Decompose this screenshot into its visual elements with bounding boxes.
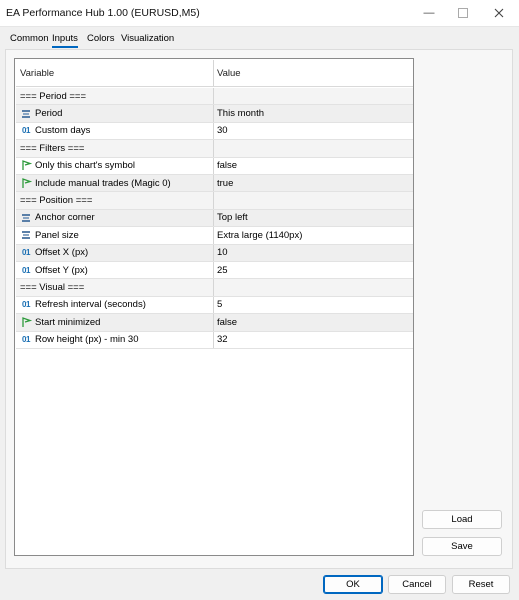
variable-label: === Position === bbox=[20, 195, 93, 207]
value-cell[interactable]: This month bbox=[217, 108, 264, 120]
value-cell bbox=[214, 192, 413, 208]
variable-cell bbox=[16, 105, 214, 121]
table-row[interactable] bbox=[16, 158, 413, 175]
load-button[interactable]: Load bbox=[422, 510, 502, 529]
bool-icon bbox=[20, 160, 32, 172]
table-row[interactable] bbox=[16, 175, 413, 192]
variable-label: Start minimized bbox=[35, 316, 101, 328]
variable-label: Custom days bbox=[35, 125, 91, 137]
table-row[interactable] bbox=[16, 245, 413, 262]
variable-cell bbox=[16, 158, 214, 174]
variable-label: Period bbox=[35, 108, 63, 120]
value-cell[interactable]: true bbox=[217, 177, 234, 189]
variable-cell bbox=[16, 245, 214, 261]
variable-cell bbox=[16, 332, 214, 348]
variable-cell bbox=[16, 88, 214, 104]
variable-label: Panel size bbox=[35, 229, 79, 241]
table-row[interactable] bbox=[16, 227, 413, 244]
value-cell[interactable]: 25 bbox=[217, 264, 228, 276]
int-icon: 01 bbox=[22, 126, 30, 136]
variable-cell bbox=[16, 123, 214, 139]
bool-icon bbox=[20, 177, 32, 189]
variable-cell bbox=[16, 279, 214, 295]
section-row[interactable] bbox=[16, 140, 413, 157]
enum-icon bbox=[20, 108, 32, 120]
table-row[interactable] bbox=[16, 297, 413, 314]
title-bar bbox=[0, 0, 519, 27]
tab-visualization[interactable]: Visualization bbox=[121, 33, 175, 44]
ok-button[interactable]: OK bbox=[323, 575, 383, 594]
value-cell[interactable]: 5 bbox=[217, 299, 223, 311]
value-cell[interactable]: false bbox=[217, 160, 238, 172]
tab-bar bbox=[0, 30, 519, 50]
variable-cell bbox=[16, 314, 214, 330]
table-row[interactable] bbox=[16, 262, 413, 279]
variable-label: Anchor corner bbox=[35, 212, 95, 224]
grid-header bbox=[16, 60, 413, 87]
variable-cell bbox=[16, 227, 214, 243]
reset-button[interactable]: Reset bbox=[452, 575, 510, 594]
variable-label: Only this chart's symbol bbox=[35, 160, 136, 172]
int-icon: 01 bbox=[22, 248, 30, 258]
header-value[interactable]: Value bbox=[217, 67, 241, 79]
variable-cell bbox=[16, 140, 214, 156]
variable-label: === Visual === bbox=[20, 282, 85, 294]
variable-label: Offset X (px) bbox=[35, 247, 89, 259]
table-row[interactable] bbox=[16, 210, 413, 227]
header-variable[interactable]: Variable bbox=[16, 60, 214, 86]
value-cell[interactable]: 10 bbox=[217, 247, 228, 259]
value-cell bbox=[214, 140, 413, 156]
section-row[interactable] bbox=[16, 88, 413, 105]
enum-icon bbox=[20, 229, 32, 241]
enum-icon bbox=[20, 212, 32, 224]
tab-inputs[interactable]: Inputs bbox=[52, 33, 78, 48]
value-cell[interactable]: 30 bbox=[217, 125, 228, 137]
value-cell[interactable]: 32 bbox=[217, 334, 228, 346]
int-icon: 01 bbox=[22, 335, 30, 345]
variable-cell bbox=[16, 262, 214, 278]
int-icon: 01 bbox=[22, 265, 30, 275]
variable-label: === Filters === bbox=[20, 142, 85, 154]
value-cell[interactable]: Extra large (1140px) bbox=[217, 229, 303, 241]
tab-common[interactable]: Common bbox=[10, 33, 49, 44]
bool-icon bbox=[20, 316, 32, 328]
value-cell[interactable]: false bbox=[217, 316, 238, 328]
table-row[interactable] bbox=[16, 105, 413, 122]
variable-label: Offset Y (px) bbox=[35, 264, 88, 276]
value-cell bbox=[214, 279, 413, 295]
table-row[interactable] bbox=[16, 314, 413, 331]
minimize-icon[interactable]: — bbox=[423, 7, 435, 19]
inputs-grid bbox=[14, 58, 414, 556]
value-cell bbox=[214, 88, 413, 104]
value-cell[interactable]: Top left bbox=[217, 212, 248, 224]
table-row[interactable] bbox=[16, 332, 413, 349]
maximize-icon[interactable] bbox=[446, 0, 480, 26]
window-title: EA Performance Hub 1.00 (EURUSD,M5) bbox=[6, 7, 200, 19]
save-button[interactable]: Save bbox=[422, 537, 502, 556]
int-icon: 01 bbox=[22, 300, 30, 310]
section-row[interactable] bbox=[16, 279, 413, 296]
variable-label: === Period === bbox=[20, 90, 87, 102]
variable-cell bbox=[16, 192, 214, 208]
close-icon[interactable] bbox=[482, 0, 516, 26]
cancel-button[interactable]: Cancel bbox=[388, 575, 446, 594]
variable-cell bbox=[16, 175, 214, 191]
variable-label: Include manual trades (Magic 0) bbox=[35, 177, 171, 189]
table-row[interactable] bbox=[16, 123, 413, 140]
variable-label: Refresh interval (seconds) bbox=[35, 299, 146, 311]
variable-cell bbox=[16, 210, 214, 226]
tab-colors[interactable]: Colors bbox=[87, 33, 115, 44]
variable-cell bbox=[16, 297, 214, 313]
variable-label: Row height (px) - min 30 bbox=[35, 334, 139, 346]
section-row[interactable] bbox=[16, 192, 413, 209]
